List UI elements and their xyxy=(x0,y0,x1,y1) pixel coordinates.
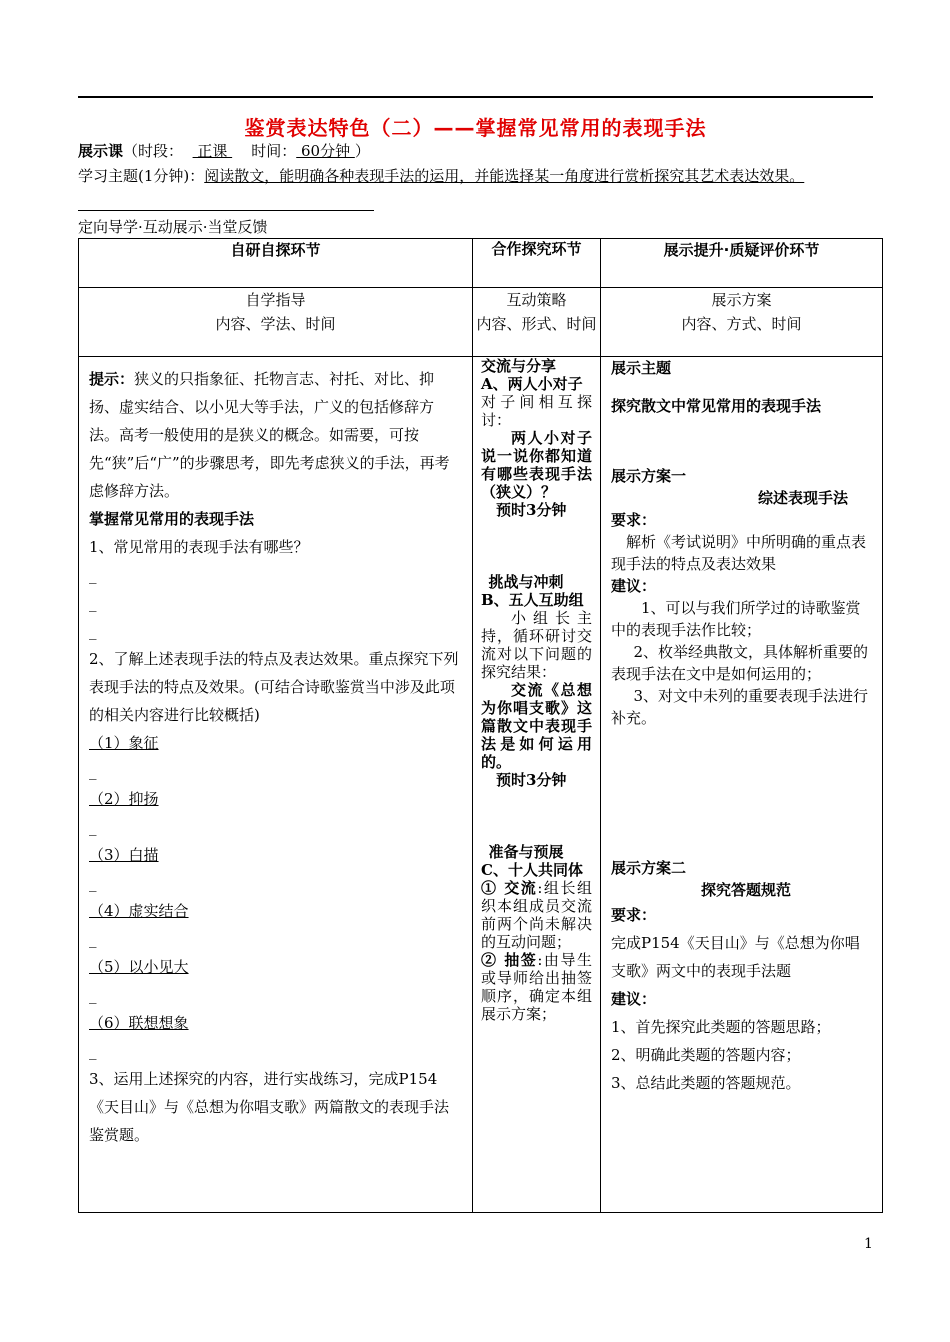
technique-item: （5）以小见大 xyxy=(89,958,189,976)
header-cooperate-text: 合作探究环节 xyxy=(491,240,582,258)
blank-line: _ xyxy=(89,818,97,836)
display-cell xyxy=(601,357,883,1213)
hint-text: 狭义的只指象征、托物言志、衬托、对比、抑扬、虚实结合、以小见大等手法，广义的包括修辞方法。高考一般使用的是狭义的概念。如需要，可按先“狭”后“广”的步骤思考，即先考虑狭义的手法，再考虑修辞方法。 xyxy=(89,370,450,500)
header-cooperate xyxy=(473,239,601,288)
cooperate-cell xyxy=(473,357,601,1213)
part-a-text: 对子间相互探讨： xyxy=(481,393,592,429)
plan1-sug-label: 建议： xyxy=(611,577,657,595)
separator-line xyxy=(78,210,374,211)
plan1-suggestion-2: 2、枚举经典散文，具体解析重要的表现手法在文中是如何运用的； xyxy=(611,643,869,683)
plan2-suggestion-3: 3、总结此类题的答题规范。 xyxy=(611,1074,801,1092)
blank-line: _ xyxy=(89,874,97,892)
subheader-col3-line2: 内容、方式、时间 xyxy=(681,315,802,333)
spacer xyxy=(611,379,872,397)
technique-item: （6）联想想象 xyxy=(89,1014,189,1032)
page-title: 鉴赏表达特色（二）——掌握常见常用的表现手法 xyxy=(244,116,707,140)
plan2-title: 探究答题规范 xyxy=(701,881,792,899)
step2-label: ② 抽签 xyxy=(481,951,538,969)
plan2-suggestion-1: 1、首先探究此类题的答题思路； xyxy=(611,1018,831,1036)
learning-theme xyxy=(78,164,876,188)
close-paren: ） xyxy=(354,142,370,160)
question-1: 1、常见常用的表现手法有哪些？ xyxy=(89,538,309,556)
part-c-sub: C、十人共同体 xyxy=(481,861,583,879)
spacer xyxy=(481,789,592,843)
blank-line: _ xyxy=(89,566,97,584)
theme-text: 阅读散文，能明确各种表现手法的运用，并能选择某一角度进行赏析探究其艺术表达效果。 xyxy=(204,167,805,185)
part-b-question: 交流《总想为你唱支歌》这篇散文中表现手法是如何运用的。 xyxy=(481,681,592,771)
display-theme-text: 探究散文中常见常用的表现手法 xyxy=(611,397,822,415)
guide-line: 定向导学·互动展示·当堂反馈 xyxy=(78,218,268,236)
question-3: 3、运用上述探究的内容，进行实战练习，完成P154《天目山》与《总想为你唱支歌》两篇散文的表现手法鉴赏题。 xyxy=(89,1070,450,1144)
course-meta xyxy=(78,140,370,161)
time-label: 时间： xyxy=(251,142,297,160)
blank-line: _ xyxy=(89,1042,97,1060)
technique-item: （3）白描 xyxy=(89,846,159,864)
plan1-title: 综述表现手法 xyxy=(757,489,848,507)
plan1-label: 展示方案一 xyxy=(611,467,687,485)
header-rule xyxy=(78,96,873,98)
subheader-col1-line1: 自学指导 xyxy=(245,291,306,309)
subheader-col1-line2: 内容、学法、时间 xyxy=(215,315,336,333)
page-number: 1 xyxy=(864,1236,873,1252)
spacer xyxy=(481,519,592,573)
self-study-cell xyxy=(79,357,473,1213)
header-display: 展示提升·质疑评价环节 xyxy=(601,239,883,288)
header-self-study: 自研自探环节 xyxy=(79,239,473,288)
part-a-question: 两人小对子说一说你都知道有哪些表现手法（狭义）？ xyxy=(481,429,592,501)
table-content-row xyxy=(79,357,883,1213)
subheader-col2 xyxy=(473,288,601,357)
subheader-col2-line2: 内容、形式、时间 xyxy=(476,315,597,333)
blank-line: _ xyxy=(89,622,97,640)
part-a-sub: A、两人小对子 xyxy=(481,375,583,393)
hint-paragraph xyxy=(89,365,462,505)
plan1-requirement: 解析《考试说明》中所明确的重点表现手法的特点及表达效果 xyxy=(611,533,867,573)
subheader-col2-line1: 互动策略 xyxy=(506,291,567,309)
lesson-table xyxy=(78,238,883,1213)
display-theme-label: 展示主题 xyxy=(611,359,672,377)
part-a-time: 预时3分钟 xyxy=(496,501,567,519)
plan2-requirement: 完成P154《天目山》与《总想为你唱支歌》两文中的表现手法题 xyxy=(611,934,860,980)
section-heading: 掌握常见常用的表现手法 xyxy=(89,510,255,528)
blank-line: _ xyxy=(89,762,97,780)
plan2-label: 展示方案二 xyxy=(611,859,687,877)
part-b-time: 预时3分钟 xyxy=(496,771,567,789)
table-subheader-row xyxy=(79,288,883,357)
part-c-step1 xyxy=(481,879,592,951)
technique-item: （4）虚实结合 xyxy=(89,902,189,920)
table-header-row xyxy=(79,239,883,288)
time-value: 60分钟 xyxy=(296,142,355,160)
subheader-col3-line1: 展示方案 xyxy=(711,291,772,309)
subheader-col1 xyxy=(79,288,473,357)
plan2-sug-label: 建议： xyxy=(611,990,657,1008)
plan1-suggestion-3: 3、对文中未列的重要表现手法进行补充。 xyxy=(611,687,869,727)
blank-line: _ xyxy=(89,986,97,1004)
blank-line: _ xyxy=(89,594,97,612)
theme-label: 学习主题(1分钟)： xyxy=(78,167,205,185)
part-b-text: 小组长主持，循环研讨交流对以下问题的探究结果： xyxy=(481,609,592,681)
part-a-title: 交流与分享 xyxy=(481,357,557,375)
step1-label: ① 交流 xyxy=(481,879,538,897)
technique-item: （2）抑扬 xyxy=(89,790,159,808)
subheader-col3 xyxy=(601,288,883,357)
part-c-title: 准备与预展 xyxy=(488,843,564,861)
technique-item: （1）象征 xyxy=(89,734,159,752)
course-type: 展示课 xyxy=(78,142,124,160)
part-c-step2 xyxy=(481,951,592,1023)
plan1-suggestion-1: 1、可以与我们所学过的诗歌鉴赏中的表现手法作比较； xyxy=(611,599,861,639)
spacer xyxy=(611,729,872,857)
part-b-title: 挑战与冲刺 xyxy=(488,573,564,591)
question-2: 2、了解上述表现手法的特点及表达效果。重点探究下列表现手法的特点及效果。(可结合诗歌鉴赏当中涉及此项的相关内容进行比较概括) xyxy=(89,650,459,724)
step1-text: :组长组织本组成员交流前两个尚未解决的互动问题； xyxy=(481,879,592,951)
period-value: 正课 xyxy=(192,142,233,160)
plan2-req-label: 要求： xyxy=(611,906,657,924)
period-label: （时段： xyxy=(123,142,184,160)
plan1-req-label: 要求： xyxy=(611,511,657,529)
step2-text: :由导生或导师给出抽签顺序，确定本组展示方案； xyxy=(481,951,592,1023)
plan2-suggestion-2: 2、明确此类题的答题内容； xyxy=(611,1046,801,1064)
part-b-sub: B、五人互助组 xyxy=(481,591,584,609)
hint-label: 提示： xyxy=(89,370,135,388)
blank-line: _ xyxy=(89,930,97,948)
spacer xyxy=(611,415,872,465)
